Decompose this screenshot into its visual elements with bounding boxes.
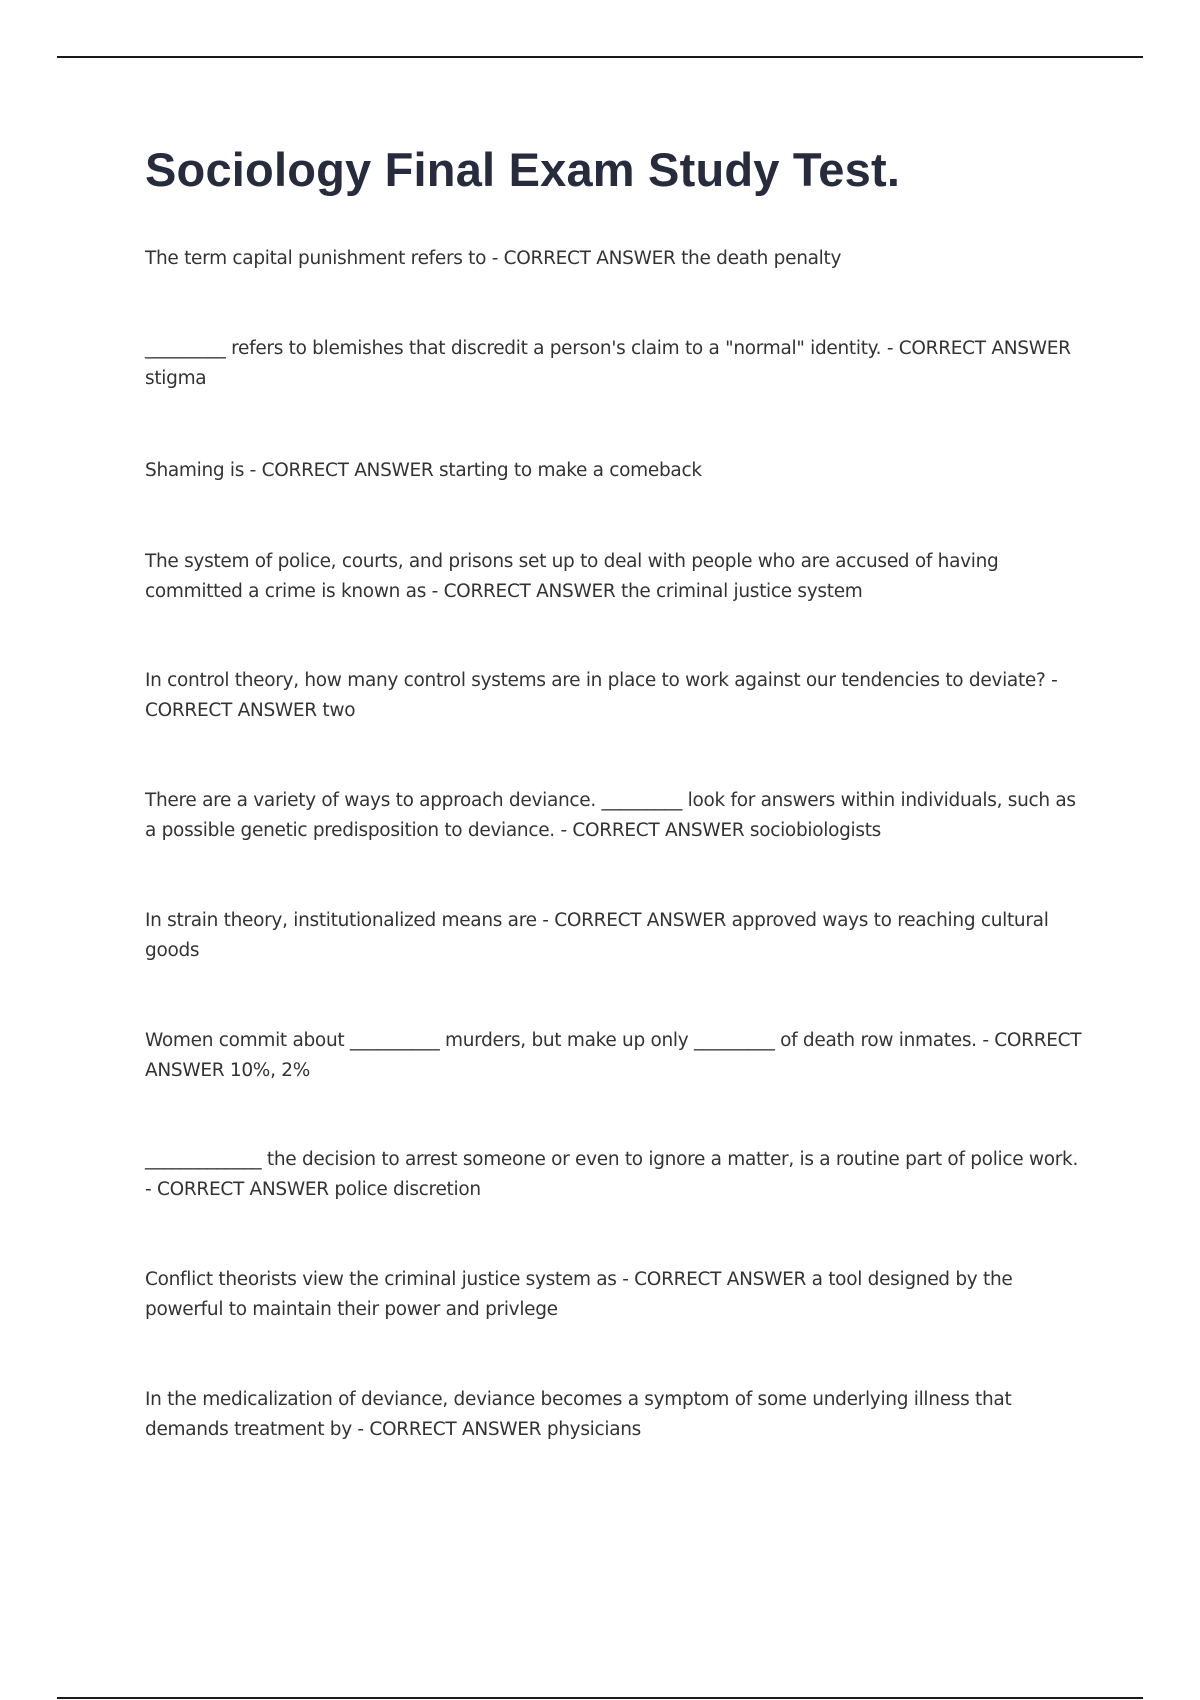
page-title: Sociology Final Exam Study Test.: [145, 143, 901, 196]
qa-item-7: In strain theory, institutionalized means are - CORRECT ANSWER approved ways to reaching cultural goods: [145, 910, 1049, 961]
qa-item-9: _____________ the decision to arrest someone or even to ignore a matter, is a routine part of police work. - CORRECT ANSWER police discretion: [145, 1149, 1079, 1200]
bottom-rule: [57, 1697, 1143, 1699]
qa-item-4: The system of police, courts, and prisons set up to deal with people who are accused of having committed a crime is known as - CORRECT ANSWER the criminal justice system: [145, 551, 999, 602]
qa-item-1: The term capital punishment refers to - CORRECT ANSWER the death penalty: [145, 248, 842, 269]
qa-item-11: In the medicalization of deviance, deviance becomes a symptom of some underlying illness that demands treatment by - CORRECT ANSWER physicians: [145, 1389, 1012, 1440]
qa-item-2: _________ refers to blemishes that discredit a person's claim to a "normal" identity. - CORRECT ANSWER stigma: [145, 338, 1071, 389]
qa-item-8: Women commit about __________ murders, but make up only _________ of death row inmates. - CORRECT ANSWER 10%, 2%: [145, 1030, 1082, 1081]
qa-item-3: Shaming is - CORRECT ANSWER starting to make a comeback: [145, 460, 702, 481]
qa-item-10: Conflict theorists view the criminal justice system as - CORRECT ANSWER a tool designed by the powerful to maintain their power and privlege: [145, 1269, 1013, 1320]
top-rule: [57, 56, 1143, 58]
qa-item-6: There are a variety of ways to approach deviance. _________ look for answers within individuals, such as a possible genetic predisposition to deviance. - CORRECT ANSWER sociobiologists: [145, 790, 1076, 841]
qa-item-5: In control theory, how many control systems are in place to work against our tendencies to deviate? - CORRECT ANSWER two: [145, 670, 1058, 721]
